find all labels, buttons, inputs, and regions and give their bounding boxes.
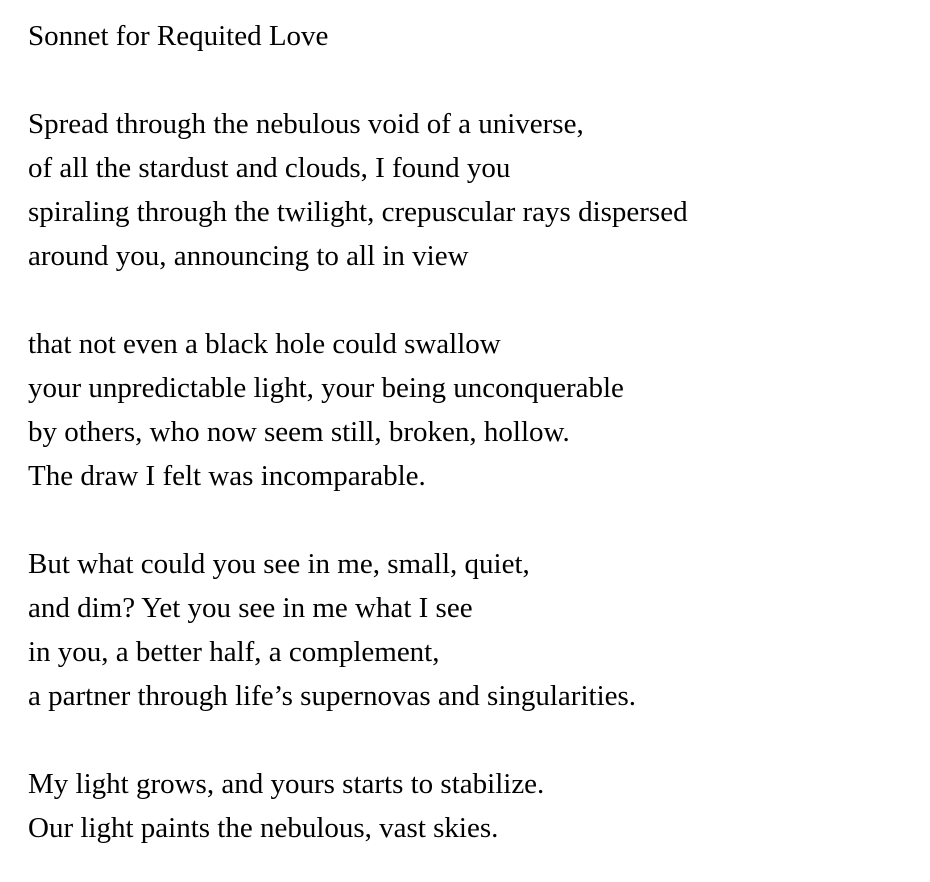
poem-line: your unpredictable light, your being unconquerable — [28, 372, 624, 404]
poem-line: by others, who now seem still, broken, hollow. — [28, 416, 570, 448]
poem-line: in you, a better half, a complement, — [28, 636, 440, 668]
poem-line: The draw I felt was incomparable. — [28, 460, 426, 492]
poem-line: and dim? Yet you see in me what I see — [28, 592, 473, 624]
poem-line: a partner through life’s supernovas and singularities. — [28, 680, 637, 712]
poem-line: But what could you see in me, small, quiet, — [28, 548, 530, 580]
poem-line: of all the stardust and clouds, I found you — [28, 152, 511, 184]
poem-line: that not even a black hole could swallow — [28, 328, 501, 360]
poem-line: spiraling through the twilight, crepuscular rays dispersed — [28, 196, 688, 228]
stanza-gap — [28, 718, 908, 762]
stanza-4 — [28, 762, 908, 850]
poem-line: Spread through the nebulous void of a universe, — [28, 108, 584, 140]
poem-line: around you, announcing to all in view — [28, 240, 469, 272]
stanza-1 — [28, 102, 908, 278]
poem — [28, 14, 908, 850]
stanza-gap — [28, 278, 908, 322]
poem-line: My light grows, and yours starts to stabilize. — [28, 768, 545, 800]
poem-title: Sonnet for Requited Love — [28, 20, 329, 52]
stanza-gap — [28, 58, 908, 102]
stanza-gap — [28, 498, 908, 542]
stanza-3 — [28, 542, 908, 718]
poem-line: Our light paints the nebulous, vast skies. — [28, 812, 499, 844]
stanza-2 — [28, 322, 908, 498]
